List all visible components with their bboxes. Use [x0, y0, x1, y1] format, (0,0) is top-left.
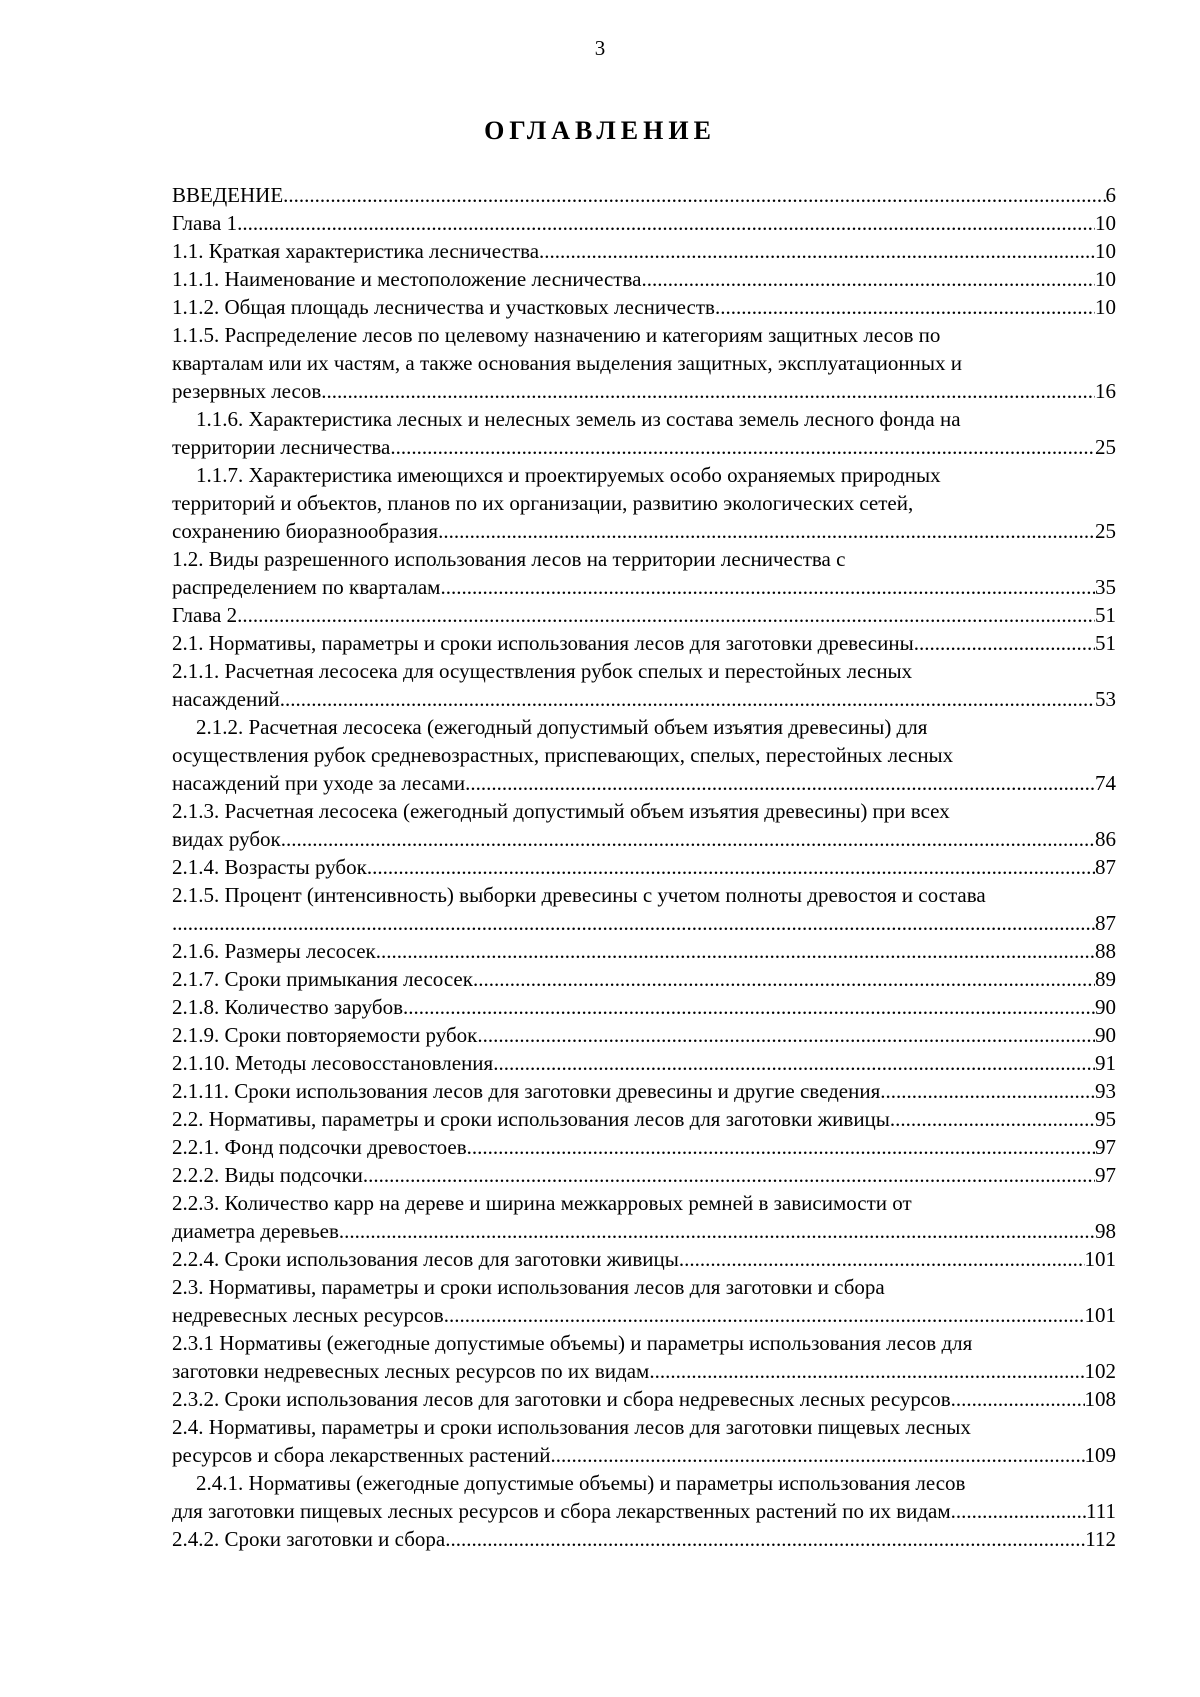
toc-entry-text: распределением по кварталам	[172, 575, 441, 599]
dot-leader	[679, 1245, 1085, 1273]
toc-entry	[172, 545, 1116, 601]
toc-entry-last-line	[172, 1105, 1116, 1133]
toc-entry-last-line	[172, 1497, 1116, 1525]
toc-entry	[172, 209, 1116, 237]
toc-entry-last-line	[172, 1441, 1116, 1469]
toc-entry-text: 1.1.2. Общая площадь лесничества и участковых лесничеств	[172, 295, 715, 319]
toc-entry	[172, 965, 1116, 993]
table-of-contents	[172, 181, 1116, 1553]
toc-page-number: 87	[1095, 855, 1116, 879]
dot-leader	[445, 1525, 1085, 1553]
toc-entry-text: заготовки недревесных лесных ресурсов по их видам	[172, 1359, 650, 1383]
page-number: 3	[594, 36, 606, 60]
toc-page-number: 74	[1095, 771, 1116, 795]
dot-leader	[465, 769, 1095, 797]
dot-leader	[390, 433, 1095, 461]
toc-entry-text: ресурсов и сбора лекарственных растений	[172, 1443, 551, 1467]
toc-entry-text: территории лесничества	[172, 435, 391, 459]
toc-entry-text: Глава 2	[172, 603, 238, 627]
dot-leader	[339, 1217, 1095, 1245]
dot-leader	[363, 1161, 1095, 1189]
toc-entry	[172, 601, 1116, 629]
dot-leader	[890, 1105, 1095, 1133]
toc-entry-line: 2.4. Нормативы, параметры и сроки использования лесов для заготовки пищевых лесных	[172, 1415, 971, 1439]
toc-page-number: 10	[1095, 295, 1116, 319]
toc-entry	[172, 1021, 1116, 1049]
toc-entry-line: 2.1.1. Расчетная лесосека для осуществления рубок спелых и перестойных лесных	[172, 659, 913, 683]
toc-entry-text: 2.2.1. Фонд подсочки древостоев	[172, 1135, 467, 1159]
dot-leader	[280, 685, 1095, 713]
toc-page-number: 112	[1085, 1527, 1116, 1551]
toc-entry-last-line	[172, 1245, 1116, 1273]
toc-entry-text: видах рубок	[172, 827, 281, 851]
toc-entry-last-line	[172, 517, 1116, 545]
toc-entry	[172, 293, 1116, 321]
toc-entry-line: 2.4.1. Нормативы (ежегодные допустимые объемы) и параметры использования лесов	[196, 1471, 966, 1495]
toc-page-number: 90	[1095, 995, 1116, 1019]
toc-entry-last-line	[172, 209, 1116, 237]
toc-entry	[172, 853, 1116, 881]
toc-entry-last-line	[172, 1217, 1116, 1245]
dot-leader	[237, 209, 1095, 237]
toc-entry	[172, 1469, 1116, 1525]
toc-entry-last-line	[172, 377, 1116, 405]
toc-entry	[172, 937, 1116, 965]
toc-entry-last-line	[172, 1301, 1116, 1329]
toc-entry-line: 2.2.3. Количество карр на дереве и ширина межкарровых ремней в зависимости от	[172, 1191, 912, 1215]
toc-entry	[172, 405, 1116, 461]
toc-page-number: 10	[1095, 211, 1116, 235]
dot-leader	[551, 1441, 1085, 1469]
dot-leader	[438, 517, 1095, 545]
toc-entry-last-line	[172, 1161, 1116, 1189]
toc-page-number: 86	[1095, 827, 1116, 851]
toc-entry	[172, 1329, 1116, 1385]
toc-entry	[172, 1413, 1116, 1469]
toc-entry	[172, 237, 1116, 265]
toc-entry	[172, 1161, 1116, 1189]
dot-leader	[477, 1021, 1095, 1049]
toc-entry-text: для заготовки пищевых лесных ресурсов и сбора лекарственных растений по их видам	[172, 1499, 951, 1523]
toc-entry-line: кварталам или их частям, а также основания выделения защитных, эксплуатационных и	[172, 351, 962, 375]
toc-page-number: 101	[1084, 1247, 1116, 1271]
toc-entry-last-line	[172, 909, 1116, 937]
toc-entry-text: 2.1.6. Размеры лесосек	[172, 939, 376, 963]
toc-entry-line: осуществления рубок средневозрастных, приспевающих, спелых, перестойных лесных	[172, 743, 954, 767]
toc-entry-line: 2.3. Нормативы, параметры и сроки использования лесов для заготовки и сбора	[172, 1275, 885, 1299]
toc-entry-line: 2.1.3. Расчетная лесосека (ежегодный допустимый объем изъятия древесины) при всех	[172, 799, 950, 823]
toc-entry-last-line	[172, 1525, 1116, 1553]
toc-entry-last-line	[172, 1133, 1116, 1161]
dot-leader	[376, 937, 1095, 965]
toc-entry-line: 2.3.1 Нормативы (ежегодные допустимые объемы) и параметры использования лесов для	[172, 1331, 973, 1355]
dot-leader	[172, 909, 1095, 937]
toc-page-number: 51	[1095, 631, 1116, 655]
toc-page-number: 98	[1095, 1219, 1116, 1243]
toc-entry-text: насаждений	[172, 687, 280, 711]
toc-entry-last-line	[172, 1049, 1116, 1077]
dot-leader	[321, 377, 1095, 405]
toc-entry-last-line	[172, 769, 1116, 797]
toc-entry	[172, 265, 1116, 293]
toc-entry	[172, 797, 1116, 853]
toc-entry	[172, 993, 1116, 1021]
toc-entry-text: насаждений при уходе за лесами	[172, 771, 466, 795]
toc-entry-last-line	[172, 1077, 1116, 1105]
dot-leader	[493, 1049, 1095, 1077]
toc-page-number: 25	[1095, 435, 1116, 459]
toc-entry-text: 2.4.2. Сроки заготовки и сбора	[172, 1527, 446, 1551]
dot-leader	[440, 573, 1095, 601]
toc-entry	[172, 1385, 1116, 1413]
toc-page-number: 90	[1095, 1023, 1116, 1047]
toc-entry-last-line	[172, 433, 1116, 461]
toc-page-number: 16	[1095, 379, 1116, 403]
toc-entry-text: 2.1. Нормативы, параметры и сроки использования лесов для заготовки древесины	[172, 631, 914, 655]
toc-entry-last-line	[172, 1357, 1116, 1385]
toc-entry-text: недревесных лесных ресурсов	[172, 1303, 444, 1327]
toc-page-number: 35	[1095, 575, 1116, 599]
toc-entry-last-line	[172, 685, 1116, 713]
toc-entry	[172, 1525, 1116, 1553]
toc-entry-text: 2.3.2. Сроки использования лесов для заготовки и сбора недревесных лесных ресурсов	[172, 1387, 951, 1411]
dot-leader	[539, 237, 1095, 265]
toc-entry-text: 2.2. Нормативы, параметры и сроки использования лесов для заготовки живицы	[172, 1107, 890, 1131]
toc-entry	[172, 1133, 1116, 1161]
toc-entry	[172, 629, 1116, 657]
toc-entry-last-line	[172, 629, 1116, 657]
toc-page-number: 10	[1095, 239, 1116, 263]
toc-page-number: 91	[1095, 1051, 1116, 1075]
toc-entry-line: 1.1.5. Распределение лесов по целевому назначению и категориям защитных лесов по	[172, 323, 941, 347]
toc-page-number: 87	[1095, 911, 1116, 935]
dot-leader	[880, 1077, 1095, 1105]
toc-page-number: 93	[1095, 1079, 1116, 1103]
toc-entry	[172, 321, 1116, 405]
toc-page-number: 53	[1095, 687, 1116, 711]
dot-leader	[914, 629, 1095, 657]
toc-entry-text: 2.1.9. Сроки повторяемости рубок	[172, 1023, 478, 1047]
toc-page-number: 97	[1095, 1135, 1116, 1159]
dot-leader	[951, 1497, 1086, 1525]
toc-entry-text: 2.1.11. Сроки использования лесов для заготовки древесины и другие сведения	[172, 1079, 881, 1103]
toc-page-number: 95	[1095, 1107, 1116, 1131]
dot-leader	[237, 601, 1095, 629]
toc-entry-last-line	[172, 853, 1116, 881]
toc-entry-text: 2.1.7. Сроки примыкания лесосек	[172, 967, 473, 991]
toc-page-number: 6	[1105, 183, 1116, 207]
toc-entry-last-line	[172, 825, 1116, 853]
toc-entry-text: Глава 1	[172, 211, 238, 235]
toc-entry	[172, 1245, 1116, 1273]
toc-entry-line: 2.1.2. Расчетная лесосека (ежегодный допустимый объем изъятия древесины) для	[196, 715, 928, 739]
dot-leader	[473, 965, 1095, 993]
toc-entry-text: сохранению биоразнообразия	[172, 519, 439, 543]
toc-entry	[172, 1105, 1116, 1133]
toc-title: ОГЛАВЛЕНИЕ	[484, 116, 716, 145]
toc-entry-last-line	[172, 181, 1116, 209]
toc-entry-line: 1.1.7. Характеристика имеющихся и проектируемых особо охраняемых природных	[196, 463, 941, 487]
toc-entry-text: 2.2.2. Виды подсочки	[172, 1163, 363, 1187]
toc-page-number: 51	[1095, 603, 1116, 627]
toc-page-number: 25	[1095, 519, 1116, 543]
dot-leader	[281, 825, 1095, 853]
toc-entry-last-line	[172, 965, 1116, 993]
toc-entry	[172, 1049, 1116, 1077]
toc-entry-last-line	[172, 993, 1116, 1021]
dot-leader	[403, 993, 1095, 1021]
toc-entry	[172, 1077, 1116, 1105]
toc-entry-line: 1.2. Виды разрешенного использования лесов на территории лесничества с	[172, 547, 846, 571]
dot-leader	[641, 265, 1095, 293]
toc-entry-text: резервных лесов	[172, 379, 322, 403]
toc-entry-line: 1.1.6. Характеристика лесных и нелесных земель из состава земель лесного фонда на	[196, 407, 961, 431]
toc-page-number: 111	[1086, 1499, 1116, 1523]
toc-entry-text: 2.1.4. Возрасты рубок	[172, 855, 367, 879]
toc-page-number: 10	[1095, 267, 1116, 291]
dot-leader	[283, 181, 1105, 209]
toc-entry	[172, 461, 1116, 545]
toc-page-number: 102	[1084, 1359, 1116, 1383]
toc-entry	[172, 881, 1116, 937]
toc-entry-line: 2.1.5. Процент (интенсивность) выборки древесины с учетом полноты древостоя и состава	[172, 883, 986, 907]
toc-entry-last-line	[172, 1021, 1116, 1049]
toc-entry	[172, 181, 1116, 209]
dot-leader	[467, 1133, 1095, 1161]
dot-leader	[951, 1385, 1085, 1413]
toc-entry-last-line	[172, 265, 1116, 293]
toc-page-number: 109	[1084, 1443, 1116, 1467]
toc-entry-text: 2.1.8. Количество зарубов	[172, 995, 403, 1019]
toc-entry-text: 2.1.10. Методы лесовосстановления	[172, 1051, 494, 1075]
toc-entry-line: территорий и объектов, планов по их организации, развитию экологических сетей,	[172, 491, 914, 515]
toc-entry-text: диаметра деревьев	[172, 1219, 339, 1243]
dot-leader	[444, 1301, 1085, 1329]
toc-entry	[172, 1273, 1116, 1329]
toc-entry	[172, 1189, 1116, 1245]
toc-entry-last-line	[172, 573, 1116, 601]
toc-entry-last-line	[172, 601, 1116, 629]
toc-entry-last-line	[172, 1385, 1116, 1413]
dot-leader	[715, 293, 1095, 321]
toc-entry	[172, 713, 1116, 797]
toc-entry-text: 1.1. Краткая характеристика лесничества	[172, 239, 540, 263]
dot-leader	[367, 853, 1095, 881]
toc-page-number: 89	[1095, 967, 1116, 991]
toc-page-number: 97	[1095, 1163, 1116, 1187]
toc-entry-text: ВВЕДЕНИЕ	[172, 183, 284, 207]
toc-entry-last-line	[172, 937, 1116, 965]
toc-entry	[172, 657, 1116, 713]
toc-page-number: 108	[1084, 1387, 1116, 1411]
toc-entry-text: 1.1.1. Наименование и местоположение лесничества	[172, 267, 642, 291]
toc-entry-last-line	[172, 293, 1116, 321]
toc-entry-last-line	[172, 237, 1116, 265]
dot-leader	[649, 1357, 1084, 1385]
toc-page-number: 101	[1084, 1303, 1116, 1327]
toc-entry-text: 2.2.4. Сроки использования лесов для заготовки живицы	[172, 1247, 679, 1271]
toc-page-number: 88	[1095, 939, 1116, 963]
